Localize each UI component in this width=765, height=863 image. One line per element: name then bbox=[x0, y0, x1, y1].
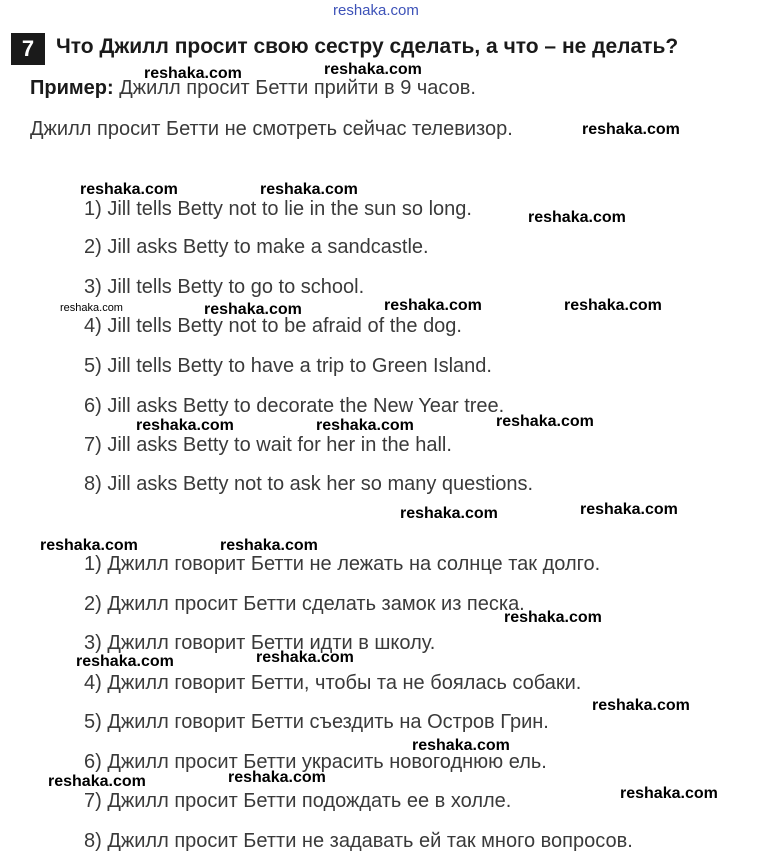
english-item: 8) Jill asks Betty not to ask her so many questions. bbox=[84, 473, 534, 495]
example-text: Джилл просит Бетти прийти в 9 часов. bbox=[113, 77, 476, 99]
russian-item: 5) Джилл говорит Бетти съездить на Остров Грин. bbox=[84, 711, 549, 733]
watermark: reshaka.com bbox=[564, 297, 662, 314]
answer-line: Джилл просит Бетти не смотреть сейчас телевизор. bbox=[30, 118, 513, 140]
watermark: reshaka.com bbox=[496, 413, 594, 430]
example-line bbox=[30, 77, 476, 100]
watermark: reshaka.com bbox=[316, 417, 414, 434]
english-item: 6) Jill asks Betty to decorate the New Year tree. bbox=[84, 395, 505, 417]
watermark: reshaka.com bbox=[80, 181, 178, 198]
watermark: reshaka.com bbox=[592, 697, 690, 714]
russian-item: 7) Джилл просит Бетти подождать ее в холле. bbox=[84, 790, 512, 812]
english-item: 4) Jill tells Betty not to be afraid of the dog. bbox=[84, 315, 462, 337]
watermark: reshaka.com bbox=[400, 505, 498, 522]
watermark: reshaka.com bbox=[582, 121, 680, 138]
russian-item: 8) Джилл просит Бетти не задавать ей так много вопросов. bbox=[84, 830, 633, 852]
example-label: Пример: bbox=[30, 77, 114, 99]
task-title: Что Джилл просит свою сестру сделать, а что – не делать? bbox=[56, 35, 679, 58]
watermark: reshaka.com bbox=[504, 609, 602, 626]
watermark: reshaka.com bbox=[228, 769, 326, 786]
watermark: reshaka.com bbox=[324, 61, 422, 78]
task-number-badge: 7 bbox=[11, 33, 45, 65]
watermark: reshaka.com bbox=[48, 773, 146, 790]
watermark: reshaka.com bbox=[144, 65, 242, 82]
english-item: 3) Jill tells Betty to go to school. bbox=[84, 276, 365, 298]
russian-item: 4) Джилл говорит Бетти, чтобы та не боялась собаки. bbox=[84, 672, 582, 694]
english-item: 1) Jill tells Betty not to lie in the sun so long. bbox=[84, 198, 472, 220]
english-item: 5) Jill tells Betty to have a trip to Green Island. bbox=[84, 355, 492, 377]
russian-item: 3) Джилл говорит Бетти идти в школу. bbox=[84, 632, 436, 654]
watermark: reshaka.com bbox=[204, 301, 302, 318]
watermark: reshaka.com bbox=[260, 181, 358, 198]
watermark: reshaka.com bbox=[412, 737, 510, 754]
watermark: reshaka.com bbox=[620, 785, 718, 802]
watermark: reshaka.com bbox=[220, 537, 318, 554]
site-header-link[interactable]: reshaka.com bbox=[333, 2, 419, 19]
watermark: reshaka.com bbox=[256, 649, 354, 666]
watermark: reshaka.com bbox=[76, 653, 174, 670]
russian-item: 6) Джилл просит Бетти украсить новогоднюю ель. bbox=[84, 751, 547, 773]
russian-item: 2) Джилл просит Бетти сделать замок из песка. bbox=[84, 593, 525, 615]
watermark: reshaka.com bbox=[136, 417, 234, 434]
watermark: reshaka.com bbox=[60, 302, 123, 314]
english-item: 2) Jill asks Betty to make a sandcastle. bbox=[84, 236, 429, 258]
watermark: reshaka.com bbox=[40, 537, 138, 554]
english-item: 7) Jill asks Betty to wait for her in the hall. bbox=[84, 434, 452, 456]
watermark: reshaka.com bbox=[580, 501, 678, 518]
watermark: reshaka.com bbox=[528, 209, 626, 226]
russian-item: 1) Джилл говорит Бетти не лежать на солнце так долго. bbox=[84, 553, 601, 575]
watermark: reshaka.com bbox=[384, 297, 482, 314]
